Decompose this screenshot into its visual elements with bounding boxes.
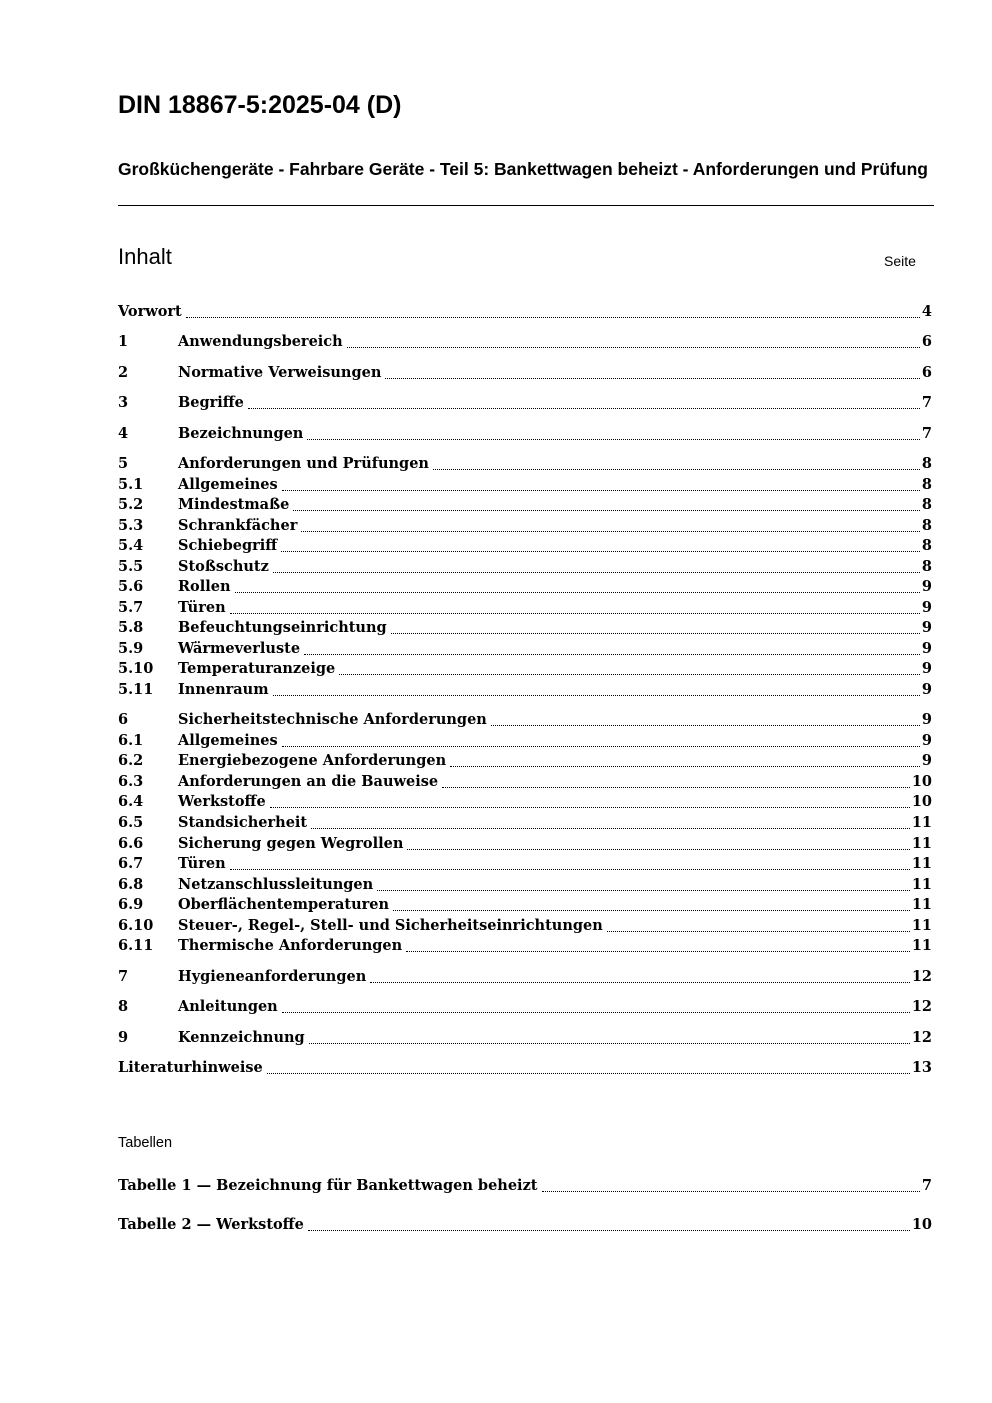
- toc-entry-page: 7: [921, 425, 932, 442]
- toc-entry-label: Vorwort: [118, 303, 182, 320]
- toc-entry-label: Innenraum: [178, 681, 269, 698]
- toc-entry-label: Rollen: [178, 578, 231, 595]
- dot-leader: [270, 807, 910, 808]
- toc-entry-number: 5.3: [118, 517, 144, 534]
- toc-entry[interactable]: [118, 363, 932, 383]
- toc-entry[interactable]: [118, 916, 932, 936]
- toc-entry-page: 4: [921, 303, 932, 320]
- dot-leader: [607, 931, 910, 932]
- toc-entry-number: 6.9: [118, 896, 144, 913]
- dot-leader: [308, 1230, 910, 1231]
- toc-entry-number: 4: [118, 425, 129, 442]
- toc-entry[interactable]: [118, 1215, 932, 1235]
- toc-entry-page: 9: [921, 619, 932, 636]
- toc-entry-label: Werkstoffe: [178, 793, 266, 810]
- toc-entry-label: Türen: [178, 599, 226, 616]
- toc-entry-label: Wärmeverluste: [178, 640, 301, 657]
- toc-entry-label: Temperaturanzeige: [178, 660, 336, 677]
- toc-entry-page: 7: [921, 394, 932, 411]
- toc-entry-number: 9: [118, 1029, 129, 1046]
- dot-leader: [542, 1191, 920, 1192]
- toc-entry-label: Allgemeines: [178, 476, 278, 493]
- toc-entry[interactable]: [118, 680, 932, 700]
- toc-entry-page: 8: [921, 537, 932, 554]
- toc-entry-label: Stoßschutz: [178, 558, 269, 575]
- toc-entry[interactable]: [118, 598, 932, 618]
- dot-leader: [433, 469, 920, 470]
- toc-entry-number: 6.4: [118, 793, 144, 810]
- toc-entry-number: 5.9: [118, 640, 144, 657]
- toc-entry[interactable]: [118, 875, 932, 895]
- dot-leader: [273, 695, 920, 696]
- toc-entry-page: 8: [921, 476, 932, 493]
- toc-entry-label: Anforderungen an die Bauweise: [178, 773, 439, 790]
- toc-entry-page: 11: [911, 896, 932, 913]
- dot-leader: [235, 592, 920, 593]
- toc-entry-number: 6.2: [118, 752, 144, 769]
- toc-entry-number: 3: [118, 394, 129, 411]
- dot-leader: [370, 982, 910, 983]
- toc-entry-page: 12: [911, 1029, 932, 1046]
- toc-entry-page: 10: [911, 793, 932, 810]
- toc-entry-number: 6: [118, 711, 129, 728]
- toc-entry-page: 11: [911, 937, 932, 954]
- dot-leader: [391, 633, 920, 634]
- toc-entry[interactable]: [118, 895, 932, 915]
- dot-leader: [282, 490, 920, 491]
- dot-leader: [281, 551, 920, 552]
- dot-leader: [406, 951, 910, 952]
- toc-entry-number: 6.8: [118, 876, 144, 893]
- toc-entry[interactable]: [118, 834, 932, 854]
- toc-entry-number: 5.10: [118, 660, 154, 677]
- toc-entry-number: 5.2: [118, 496, 144, 513]
- toc-entry-label: Bezeichnungen: [178, 425, 304, 442]
- toc-entry-label: Normative Verweisungen: [178, 364, 382, 381]
- toc-entry-number: 6.7: [118, 855, 144, 872]
- toc-entry[interactable]: [118, 967, 932, 987]
- toc-entry[interactable]: [118, 393, 932, 413]
- toc-entry[interactable]: [118, 710, 932, 730]
- toc-entry-page: 11: [911, 835, 932, 852]
- toc-entry-label: Anleitungen: [178, 998, 278, 1015]
- toc-entry-label: Anforderungen und Prüfungen: [178, 455, 429, 472]
- dot-leader: [339, 674, 920, 675]
- toc-entry-number: 5: [118, 455, 129, 472]
- toc-entry[interactable]: [118, 332, 932, 352]
- toc-heading: Inhalt: [118, 244, 172, 269]
- toc-entry-number: 5.5: [118, 558, 144, 575]
- page-column-label: Seite: [884, 253, 916, 269]
- toc-entry-page: 12: [911, 998, 932, 1015]
- dot-leader: [293, 510, 920, 511]
- toc-entry[interactable]: [118, 997, 932, 1017]
- dot-leader: [311, 828, 910, 829]
- tables-heading: Tabellen: [118, 1135, 173, 1151]
- toc-entry-label: Schiebegriff: [178, 537, 278, 554]
- dot-leader: [442, 787, 910, 788]
- toc-entry[interactable]: [118, 302, 932, 322]
- toc-entry-page: 9: [921, 578, 932, 595]
- dot-leader: [304, 654, 920, 655]
- toc-entry-label: Anwendungsbereich: [178, 333, 343, 350]
- toc-entry-page: 6: [921, 333, 932, 350]
- dot-leader: [491, 725, 920, 726]
- toc-entry[interactable]: [118, 618, 932, 638]
- document-title: DIN 18867-5:2025-04 (D): [118, 91, 402, 119]
- toc-entry-page: 13: [911, 1059, 932, 1076]
- toc-entry-label: Steuer-, Regel-, Stell- und Sicherheitseinrichtungen: [178, 917, 603, 934]
- toc-entry-number: 8: [118, 998, 129, 1015]
- toc-entry-page: 10: [911, 773, 932, 790]
- dot-leader: [282, 1012, 910, 1013]
- toc-entry-page: 10: [911, 1216, 932, 1233]
- toc-entry-page: 11: [911, 855, 932, 872]
- toc-entry-page: 8: [921, 558, 932, 575]
- toc-entry-number: 6.6: [118, 835, 144, 852]
- dot-leader: [347, 347, 920, 348]
- toc-entry[interactable]: [118, 659, 932, 679]
- toc-entry-page: 9: [921, 732, 932, 749]
- dot-leader: [273, 572, 920, 573]
- toc-entry-number: 5.1: [118, 476, 144, 493]
- toc-entry[interactable]: [118, 1176, 932, 1196]
- toc-entry-label: Oberflächentemperaturen: [178, 896, 390, 913]
- toc-entry[interactable]: [118, 516, 932, 536]
- toc-entry-number: 5.8: [118, 619, 144, 636]
- dot-leader: [282, 746, 920, 747]
- toc-entry-number: 1: [118, 333, 129, 350]
- toc-entry-label: Mindestmaße: [178, 496, 290, 513]
- toc-entry-label: Hygieneanforderungen: [178, 968, 367, 985]
- toc-entry[interactable]: [118, 536, 932, 556]
- toc-entry[interactable]: [118, 1028, 932, 1048]
- toc-entry-number: 5.4: [118, 537, 144, 554]
- toc-entry-page: 9: [921, 711, 932, 728]
- dot-leader: [301, 531, 920, 532]
- toc-entry[interactable]: [118, 475, 932, 495]
- document-subtitle: Großküchengeräte - Fahrbare Geräte - Teil 5: Bankettwagen beheizt - Anforderungen und Prüfung: [118, 159, 928, 179]
- toc-entry[interactable]: [118, 731, 932, 751]
- toc-entry[interactable]: [118, 639, 932, 659]
- toc-entry-label: Kennzeichnung: [178, 1029, 305, 1046]
- toc-entry-number: 6.10: [118, 917, 154, 934]
- toc-entry-label: Begriffe: [178, 394, 244, 411]
- toc-entry-page: 7: [921, 1177, 932, 1194]
- toc-entry-page: 11: [911, 917, 932, 934]
- toc-entry-number: 5.7: [118, 599, 144, 616]
- toc-entry-label: Allgemeines: [178, 732, 278, 749]
- toc-entry-label: Sicherung gegen Wegrollen: [178, 835, 404, 852]
- dot-leader: [385, 378, 920, 379]
- toc-entry-page: 8: [921, 455, 932, 472]
- toc-entry-label: Tabelle 1 — Bezeichnung für Bankettwagen beheizt: [118, 1177, 538, 1194]
- toc-entry-page: 8: [921, 496, 932, 513]
- toc-entry-number: 6.5: [118, 814, 144, 831]
- toc-entry-page: 9: [921, 660, 932, 677]
- toc-entry[interactable]: [118, 772, 932, 792]
- toc-entry-label: Thermische Anforderungen: [178, 937, 403, 954]
- toc-entry-number: 5.6: [118, 578, 144, 595]
- toc-entry[interactable]: [118, 454, 932, 474]
- toc-entry-number: 6.11: [118, 937, 154, 954]
- toc-entry[interactable]: [118, 577, 932, 597]
- toc-entry-label: Tabelle 2 — Werkstoffe: [118, 1216, 304, 1233]
- dot-leader: [377, 890, 910, 891]
- toc-entry[interactable]: [118, 751, 932, 771]
- toc-entry-label: Netzanschlussleitungen: [178, 876, 374, 893]
- toc-entry[interactable]: [118, 813, 932, 833]
- toc-entry-number: 6.1: [118, 732, 144, 749]
- toc-entry[interactable]: [118, 424, 932, 444]
- title-divider: [118, 205, 934, 206]
- toc-entry-label: Türen: [178, 855, 226, 872]
- toc-entry-label: Schrankfächer: [178, 517, 298, 534]
- dot-leader: [230, 613, 920, 614]
- dot-leader: [393, 910, 910, 911]
- toc-entry-page: 12: [911, 968, 932, 985]
- toc-entry-page: 9: [921, 681, 932, 698]
- toc-entry-page: 8: [921, 517, 932, 534]
- toc-entry-page: 9: [921, 640, 932, 657]
- toc-entry-number: 2: [118, 364, 129, 381]
- toc-entry-label: Befeuchtungseinrichtung: [178, 619, 387, 636]
- dot-leader: [307, 439, 920, 440]
- toc-entry[interactable]: [118, 936, 932, 956]
- toc-entry[interactable]: [118, 792, 932, 812]
- dot-leader: [186, 317, 920, 318]
- toc-entry-page: 11: [911, 814, 932, 831]
- toc-entry-page: 6: [921, 364, 932, 381]
- toc-entry[interactable]: [118, 854, 932, 874]
- toc-entry-label: Sicherheitstechnische Anforderungen: [178, 711, 487, 728]
- dot-leader: [248, 408, 920, 409]
- dot-leader: [407, 849, 909, 850]
- toc-entry[interactable]: [118, 557, 932, 577]
- dot-leader: [309, 1043, 910, 1044]
- toc-entry-number: 6.3: [118, 773, 144, 790]
- toc-entry-label: Energiebezogene Anforderungen: [178, 752, 447, 769]
- dot-leader: [230, 869, 910, 870]
- toc-entry-label: Standsicherheit: [178, 814, 308, 831]
- toc-entry-page: 9: [921, 599, 932, 616]
- dot-leader: [450, 766, 920, 767]
- toc-entry-page: 9: [921, 752, 932, 769]
- toc-entry-number: 5.11: [118, 681, 154, 698]
- toc-entry-label: Literaturhinweise: [118, 1059, 263, 1076]
- toc-entry[interactable]: [118, 495, 932, 515]
- dot-leader: [267, 1073, 910, 1074]
- toc-entry[interactable]: [118, 1058, 932, 1078]
- toc-entry-number: 7: [118, 968, 129, 985]
- toc-entry-page: 11: [911, 876, 932, 893]
